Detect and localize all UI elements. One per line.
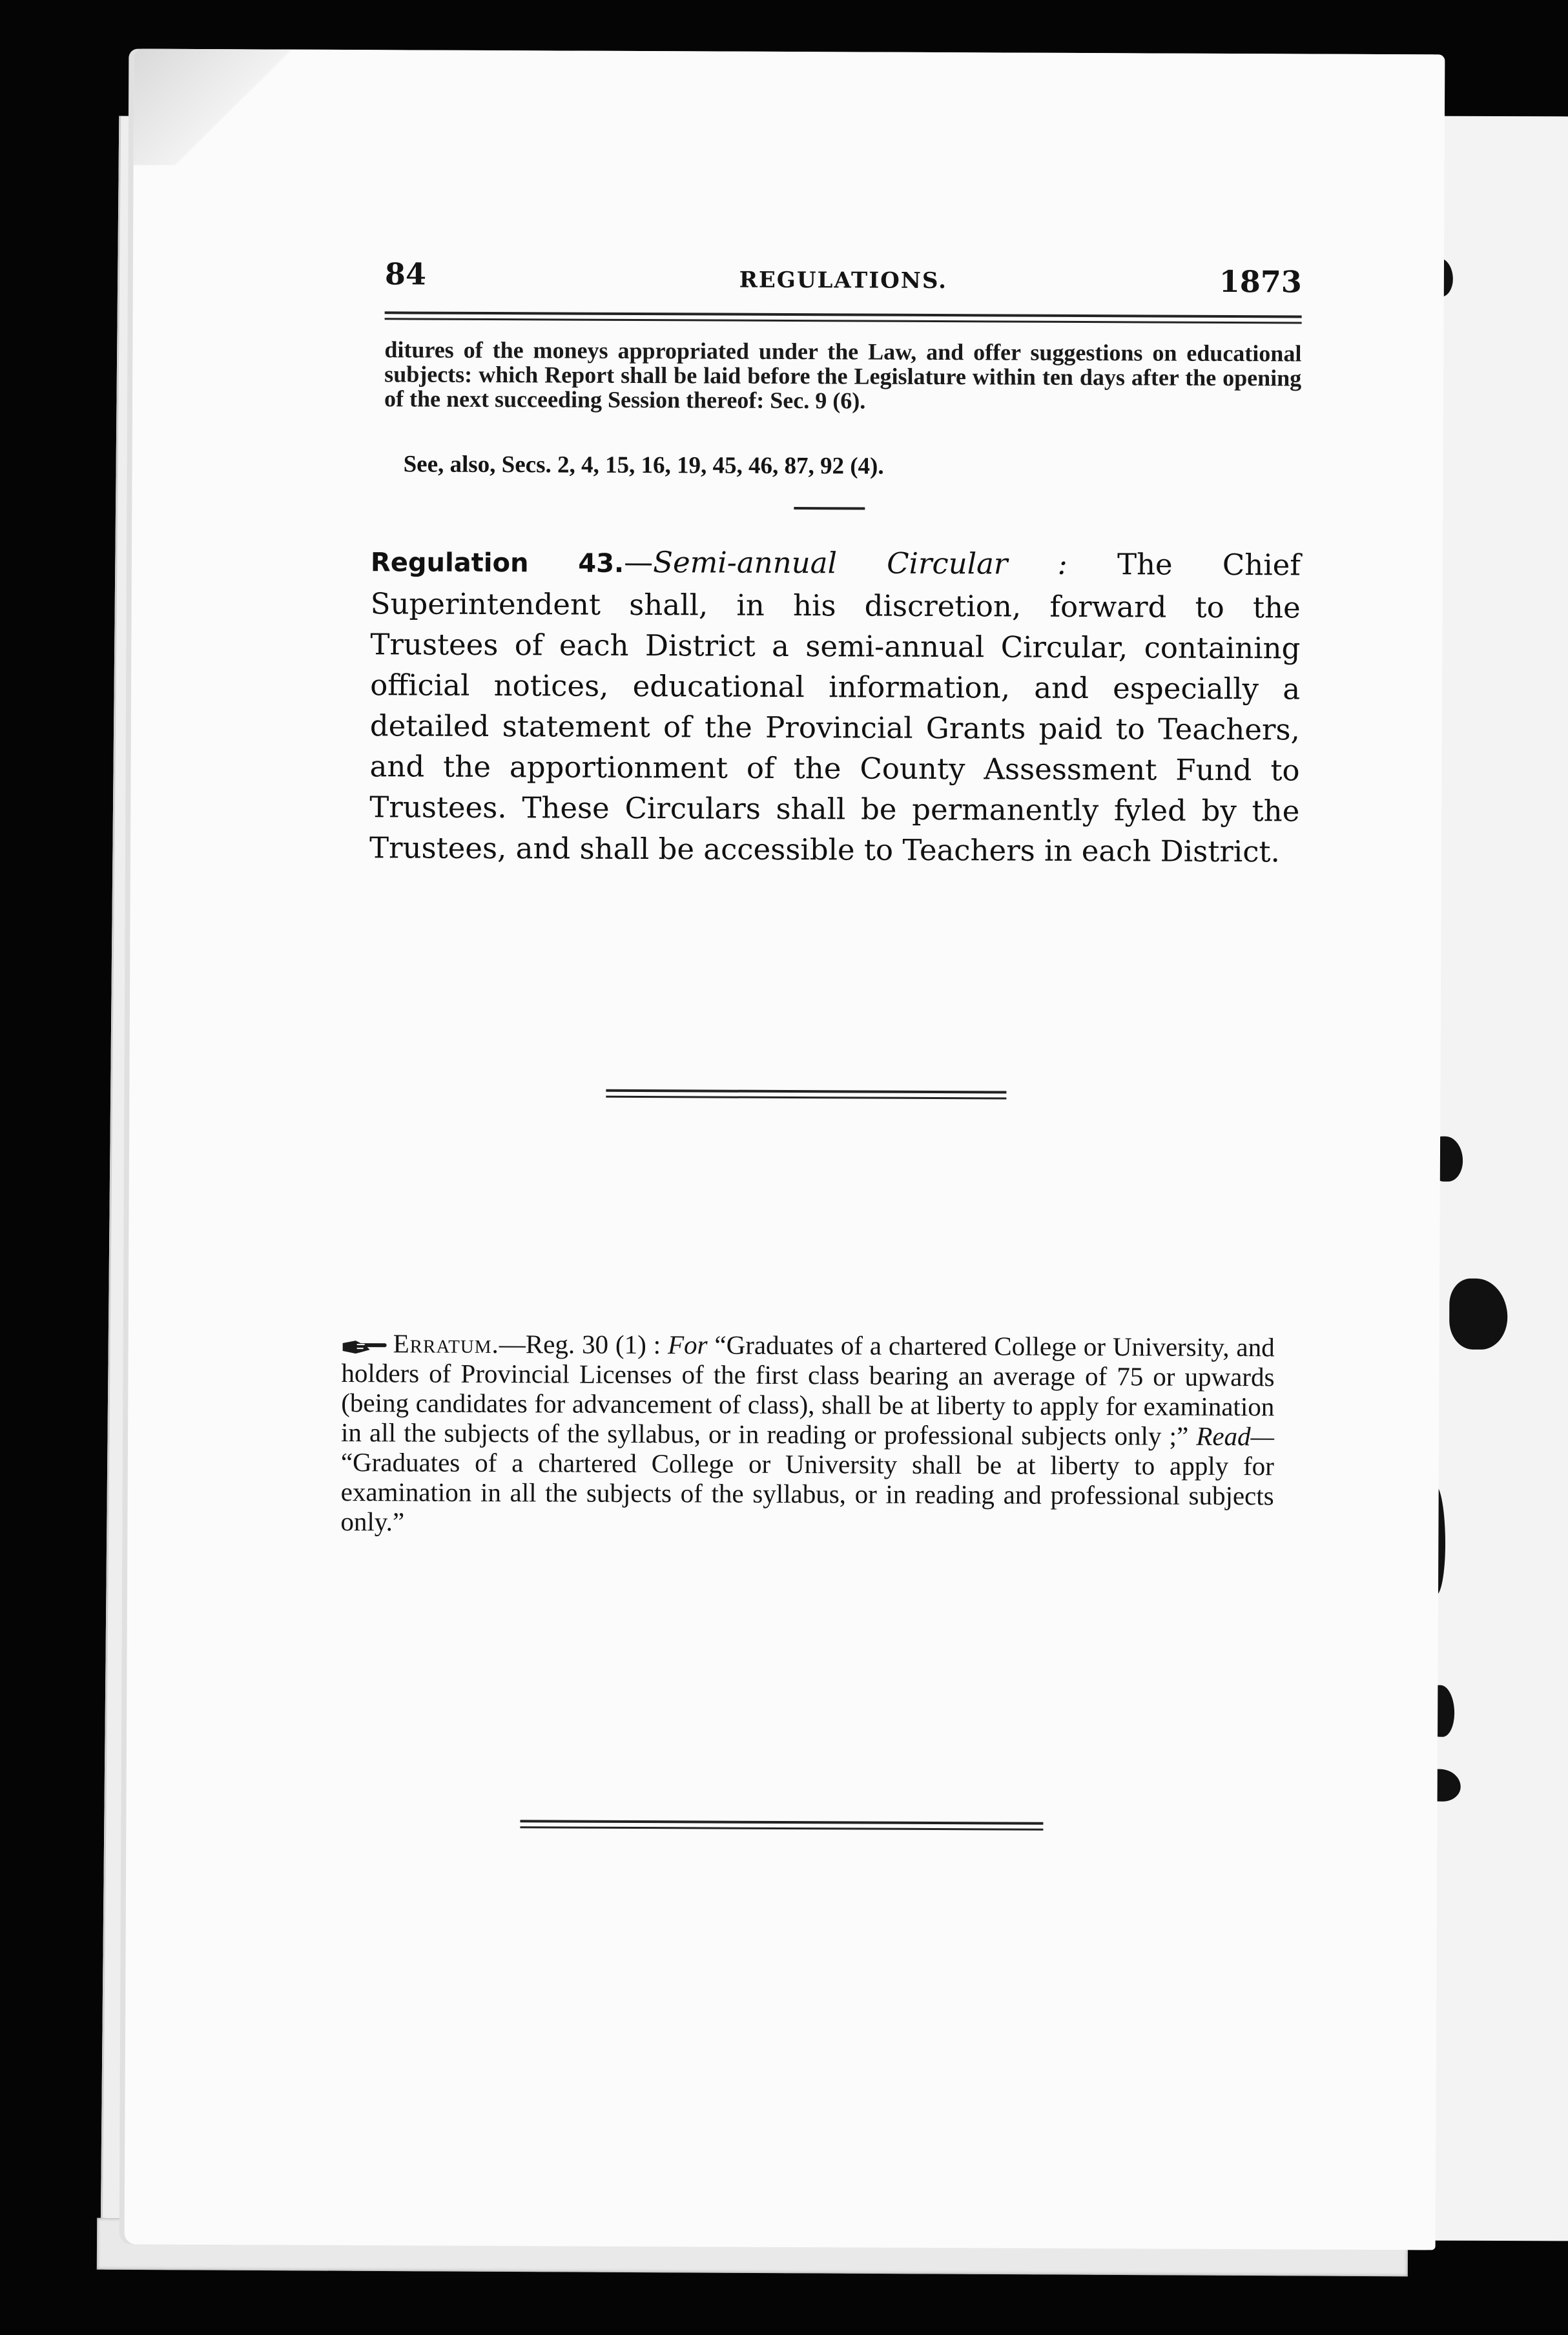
erratum-note xyxy=(340,1328,1274,1540)
page-header xyxy=(385,256,1302,312)
page-number: 84 xyxy=(384,256,427,292)
header-double-rule xyxy=(385,311,1302,324)
see-also-reference: See, also, Secs. 2, 4, 15, 16, 19, 45, 46, 87, 92 (4). xyxy=(403,451,884,480)
regulation-label: Regulation 43. xyxy=(370,548,624,579)
page-content xyxy=(125,49,1445,2250)
regulation-title: Semi-annual Circular : xyxy=(653,545,1068,581)
section-divider xyxy=(794,507,865,509)
erratum-read-word: Read— xyxy=(1196,1421,1275,1452)
regulation-dash: — xyxy=(624,544,654,580)
ink-blot xyxy=(1449,1279,1507,1350)
page-sheet xyxy=(125,49,1445,2250)
erratum-corrected-text: “Graduates of a chartered College or University shall be at liberty to apply for examination in all the subjects of the syllabus, or in reading and professional subjects only.” xyxy=(340,1447,1274,1537)
erratum-for-word: For xyxy=(667,1330,708,1360)
middle-double-rule xyxy=(606,1089,1006,1100)
pointing-hand-icon xyxy=(342,1337,388,1356)
continuation-paragraph: ditures of the moneys appropriated under the Law, and offer suggestions on educational subjects: which Report shall be laid before the Legislature within ten days after the opening of the next succeeding Session thereof: Sec. 9 (6). xyxy=(384,336,1302,414)
running-head: REGULATIONS. xyxy=(739,267,948,294)
erratum-original-text: “Graduates of a chartered College or University, and holders of Provincial Licenses of the first class bearing an average of 75 or upwards (being candidates for advancement of class), shall be at liberty to apply for examination in all the subjects of the syllabus, or in reading or professional subjects only ;” xyxy=(340,1330,1275,1451)
erratum-reference: —Reg. 30 (1) : xyxy=(499,1329,661,1360)
header-year: 1873 xyxy=(1219,263,1302,300)
erratum-label: Erratum. xyxy=(393,1328,499,1359)
regulation-body: The Chief Superintendent shall, in his discretion, forward to the Trustees of each District a semi-annual Circular, containing official notices, educational information, and especially a detailed statement of the Provincial Grants paid to Teachers, and the apportionment of the County Assessment Fund to Trustees. These Circulars shall be permanently fyled by the Trustees, and shall be accessible to Teachers in each District. xyxy=(369,547,1301,869)
regulation-43-paragraph xyxy=(369,540,1301,872)
bottom-double-rule xyxy=(520,1820,1043,1831)
